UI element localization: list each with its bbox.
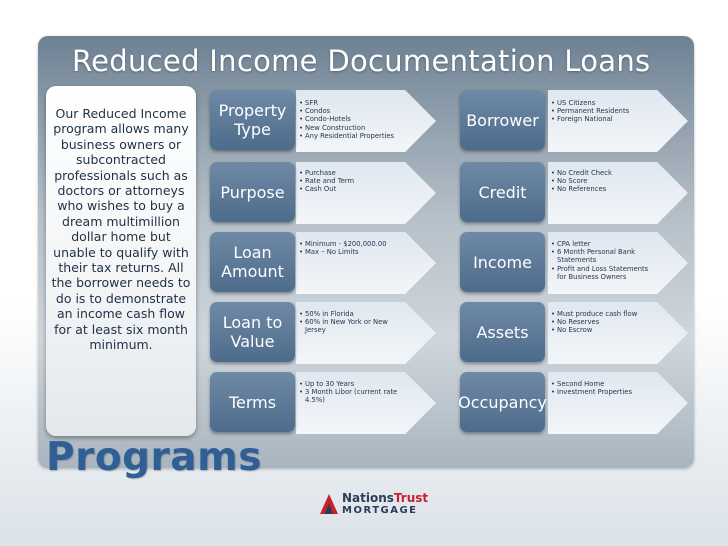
label-loan-to-value: Loan to Value xyxy=(210,302,295,362)
label-loan-amount: Loan Amount xyxy=(210,232,295,292)
bullet: • Permanent Residents xyxy=(553,107,654,115)
label-terms: Terms xyxy=(210,372,295,432)
bullet: • Up to 30 Years xyxy=(301,380,402,388)
label-purpose: Purpose xyxy=(210,162,295,222)
bullet: • Condos xyxy=(301,107,402,115)
bullet: • Profit and Loss Statements for Business Owners xyxy=(553,265,654,281)
bullets-income xyxy=(548,240,654,281)
label-borrower: Borrower xyxy=(460,90,545,150)
bullet: • 3 Month Libor (current rate 4.5%) xyxy=(301,388,402,404)
bullet: • Foreign National xyxy=(553,115,654,123)
logo-word-nations: Nations xyxy=(342,491,394,505)
bullet: • No References xyxy=(553,185,654,193)
bullet: • Condo-Hotels xyxy=(301,115,402,123)
logo-word-trust: Trust xyxy=(393,491,429,505)
bullet: • 50% in Florida xyxy=(301,310,402,318)
bullets-credit xyxy=(548,169,654,194)
bullet: • Any Residential Properties xyxy=(301,132,402,140)
bullet: • Second Home xyxy=(553,380,654,388)
intro-card: Our Reduced Income program allows many business owners or subcontracted professionals such as doctors or attorneys who wishes to buy a dream multimillion dollar home but unable to qualify with their tax returns. All the borrower needs to do is to demonstrate an income cash flow for at least six month minimum. xyxy=(46,86,196,436)
bullet: • Must produce cash flow xyxy=(553,310,654,318)
logo-mark-icon xyxy=(320,494,338,514)
bullet: • 60% in New York or New Jersey xyxy=(301,318,402,334)
bullets-terms xyxy=(296,380,402,405)
bullet: • No Escrow xyxy=(553,326,654,334)
label-assets: Assets xyxy=(460,302,545,362)
programs-heading: Programs xyxy=(46,435,262,480)
bullet: • No Reserves xyxy=(553,318,654,326)
bullet: • US Citizens xyxy=(553,99,654,107)
bullets-borrower xyxy=(548,99,654,124)
bullet: • Cash Out xyxy=(301,185,402,193)
slide-title: Reduced Income Documentation Loans xyxy=(72,44,651,78)
label-property-type: Property Type xyxy=(210,90,295,150)
bullet: • SFR xyxy=(301,99,402,107)
bullet: • New Construction xyxy=(301,124,402,132)
bullets-assets xyxy=(548,310,654,335)
bullets-property-type xyxy=(296,99,402,140)
label-income: Income xyxy=(460,232,545,292)
logo-subtitle: MORTGAGE xyxy=(342,505,418,516)
label-occupancy: Occupancy xyxy=(460,372,545,432)
bullet: • Investment Properties xyxy=(553,388,654,396)
bullet: • Rate and Term xyxy=(301,177,402,185)
bullets-loan-to-value xyxy=(296,310,402,335)
bullet: • Minimum - $200,000.00 xyxy=(301,240,402,248)
logo-wordmark xyxy=(342,492,428,505)
bullets-purpose xyxy=(296,169,402,194)
bullets-occupancy xyxy=(548,380,654,396)
nations-trust-logo xyxy=(320,492,430,518)
label-credit: Credit xyxy=(460,162,545,222)
bullet: • 6 Month Personal Bank Statements xyxy=(553,248,654,264)
bullet: • Max – No Limits xyxy=(301,248,402,256)
bullet: • CPA letter xyxy=(553,240,654,248)
bullet: • No Credit Check xyxy=(553,169,654,177)
bullet: • Purchase xyxy=(301,169,402,177)
bullet: • No Score xyxy=(553,177,654,185)
bullets-loan-amount xyxy=(296,240,402,256)
